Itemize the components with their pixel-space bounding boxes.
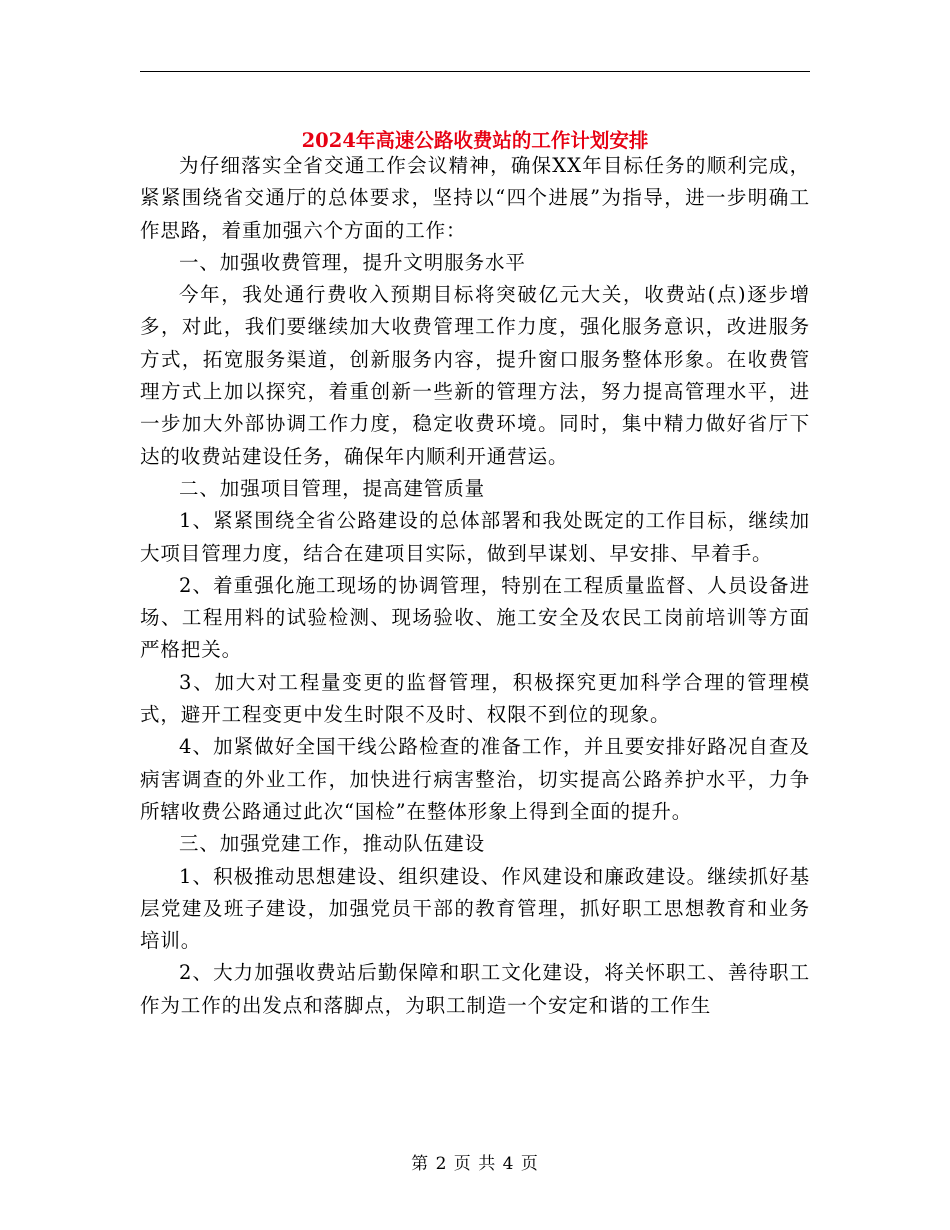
section-heading-1: 一、加强收费管理，提升文明服务水平: [179, 250, 526, 274]
intro-paragraph: 为仔细落实全省交通工作会议精神，确保XX年目标任务的顺利完成，紧紧围绕省交通厅的总体要求，坚持以“四个进展”为指导，进一步明确工作思路，着重加强六个方面的工作：: [140, 154, 810, 242]
list-item-paragraph: 1、紧紧围绕全省公路建设的总体部署和我处既定的工作目标，继续加大项目管理力度，结合在建项目实际，做到早谋划、早安排、早着手。: [140, 509, 810, 565]
section-heading-3: 三、加强党建工作，推动队伍建设: [179, 832, 486, 856]
section-heading-2: 二、加强项目管理，提高建管质量: [179, 476, 486, 500]
page-number: 第 2 页 共 4 页: [411, 1154, 539, 1174]
list-item-paragraph: 1、积极推动思想建设、组织建设、作风建设和廉政建设。继续抓好基层党建及班子建设，加强党员干部的教育管理，抓好职工思想教育和业务培训。: [140, 864, 810, 953]
body-paragraph: 今年，我处通行费收入预期目标将突破亿元大关，收费站(点)逐步增多，对此，我们要继续加大收费管理工作力度，强化服务意识，改进服务方式，拓宽服务渠道，创新服务内容，提升窗口服务整体形象。在收费管理方式上加以探究，着重创新一些新的管理方法，努力提高管理水平，进一步加大外部协调工作力度，稳定收费环境。同时，集中精力做好省厅下达的收费站建设任务，确保年内顺利开通营运。: [140, 283, 810, 468]
list-item-paragraph: 3、加大对工程量变更的监督管理，积极探究更加科学合理的管理模式，避开工程变更中发生时限不及时、权限不到位的现象。: [140, 670, 810, 727]
document-body: [140, 150, 810, 1022]
header-rule: [140, 71, 810, 72]
document-title: 2024年高速公路收费站的工作计划安排: [301, 129, 649, 153]
list-item-paragraph: 4、加紧做好全国干线公路检查的准备工作，并且要安排好路况自查及病害调查的外业工作，加快进行病害整治，切实提高公路养护水平，力争所辖收费公路通过此次“国检”在整体形象上得到全面的提升。: [140, 735, 810, 823]
list-item-paragraph: 2、着重强化施工现场的协调管理，特别在工程质量监督、人员设备进场、工程用料的试验检测、现场验收、施工安全及农民工岗前培训等方面严格把关。: [140, 573, 810, 662]
list-item-paragraph: 2、大力加强收费站后勤保障和职工文化建设，将关怀职工、善待职工作为工作的出发点和落脚点，为职工制造一个安定和谐的工作生: [140, 961, 810, 1017]
